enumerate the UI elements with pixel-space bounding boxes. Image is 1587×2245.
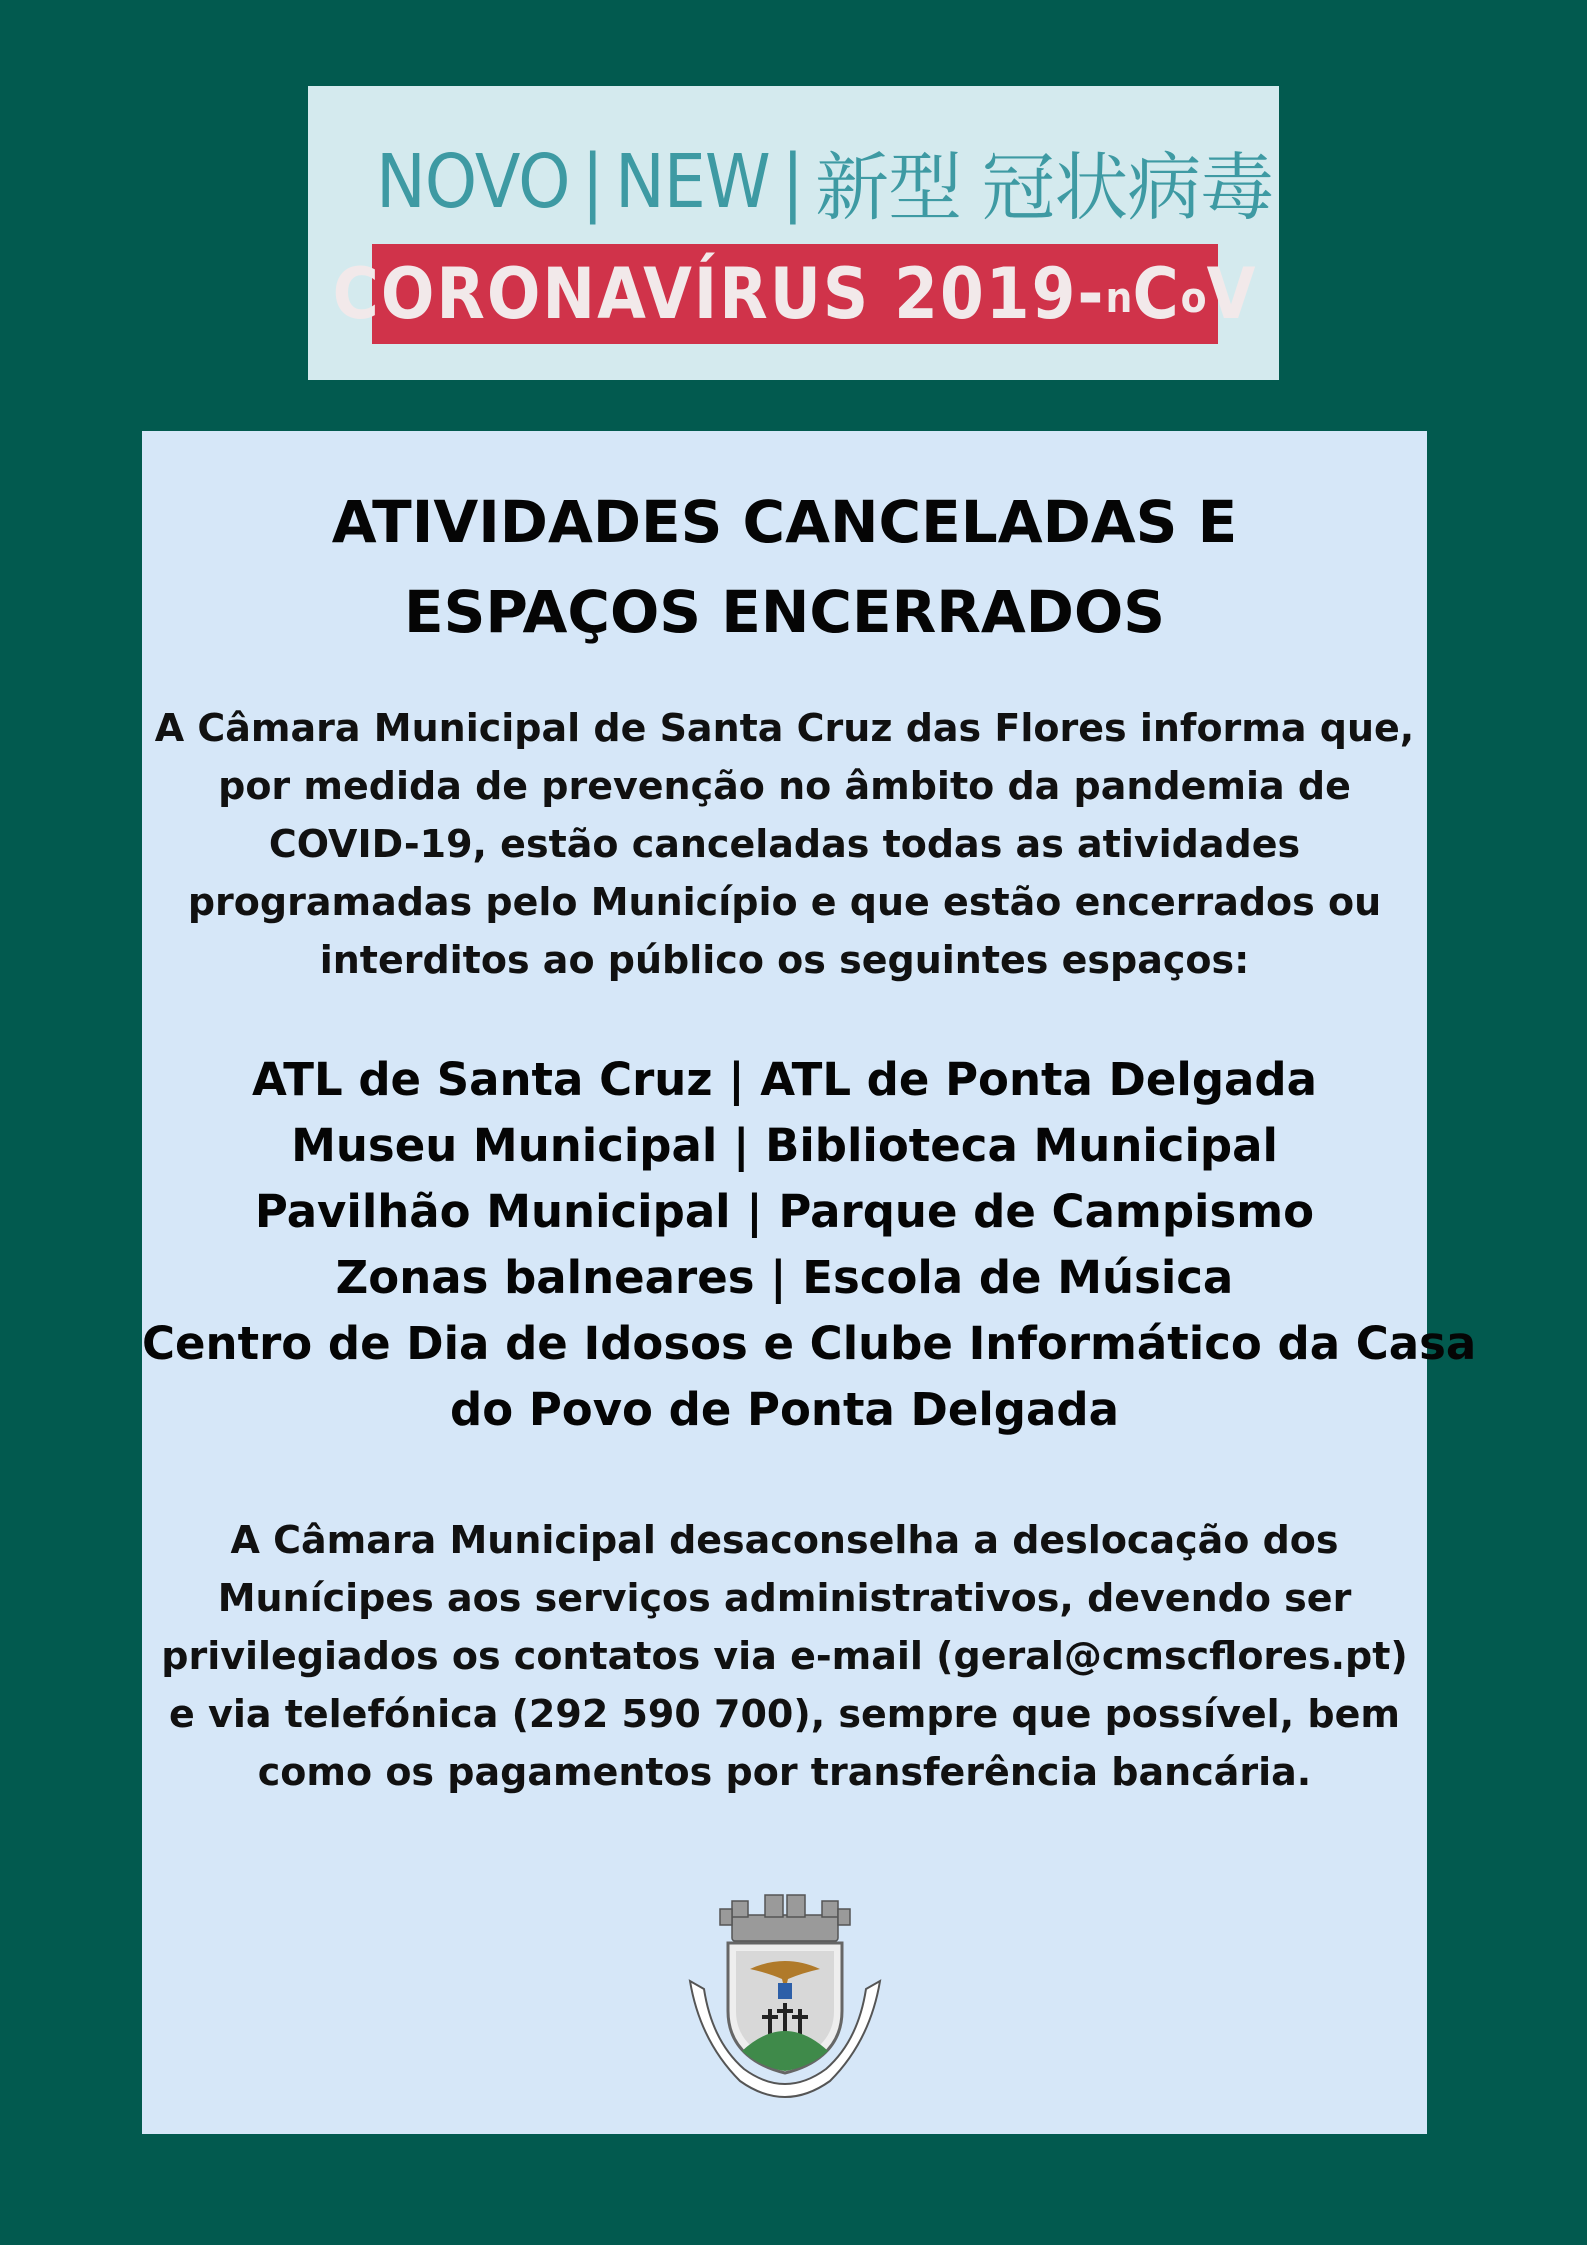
notice-panel: [142, 431, 1477, 2134]
advice-paragraph: [142, 1511, 1427, 1801]
banner-separator: |: [781, 139, 804, 225]
space-line: Museu Municipal | Biblioteca Municipal: [291, 1119, 1278, 1172]
virus-name-n: n: [1105, 273, 1133, 322]
intro-line: COVID-19, estão canceladas todas as atividades: [268, 822, 1301, 866]
intro-paragraph: [142, 699, 1427, 989]
banner-word-chinese: 新型 冠状病毒: [815, 145, 1274, 231]
virus-name-v: V: [1206, 253, 1258, 335]
space-line: Zonas balneares | Escola de Música: [335, 1251, 1234, 1304]
advice-line: Munícipes aos serviços administrativos, devendo ser: [217, 1576, 1352, 1620]
intro-line: A Câmara Municipal de Santa Cruz das Flores informa que,: [154, 706, 1415, 750]
banner-virus-name: [332, 244, 1258, 344]
advice-line: e via telefónica (292 590 700), sempre que possível, bem: [169, 1692, 1400, 1736]
virus-name-o: o: [1180, 273, 1207, 322]
virus-name-c: C: [1132, 253, 1181, 335]
space-line: Centro de Dia de Idosos e Clube Informático da Casa: [142, 1317, 1477, 1370]
advice-line: A Câmara Municipal desaconselha a deslocação dos: [230, 1518, 1339, 1562]
banner-word-novo: NOVO: [376, 139, 570, 225]
coronavirus-banner: [308, 86, 1279, 380]
virus-name-main: CORONAVÍRUS 2019-: [332, 253, 1106, 335]
closed-spaces-list: [142, 1047, 1477, 1443]
space-line: do Povo de Ponta Delgada: [450, 1383, 1119, 1436]
notice-title: [142, 477, 1427, 657]
municipal-crest-logo: [670, 1891, 900, 2121]
intro-line: programadas pelo Município e que estão encerrados ou: [187, 880, 1382, 924]
intro-line: interditos ao público os seguintes espaços:: [319, 938, 1250, 982]
title-line: ATIVIDADES CANCELADAS E: [331, 488, 1238, 556]
intro-line: por medida de prevenção no âmbito da pandemia de: [218, 764, 1351, 808]
advice-line: privilegiados os contatos via e-mail (geral@cmscflores.pt): [161, 1634, 1408, 1678]
banner-headline: [376, 139, 1274, 231]
space-line: ATL de Santa Cruz | ATL de Ponta Delgada: [251, 1053, 1318, 1106]
title-line: ESPAÇOS ENCERRADOS: [403, 578, 1166, 646]
advice-line: como os pagamentos por transferência bancária.: [257, 1750, 1312, 1794]
space-line: Pavilhão Municipal | Parque de Campismo: [254, 1185, 1315, 1238]
banner-word-new: NEW: [614, 139, 770, 225]
banner-separator: |: [581, 139, 603, 225]
